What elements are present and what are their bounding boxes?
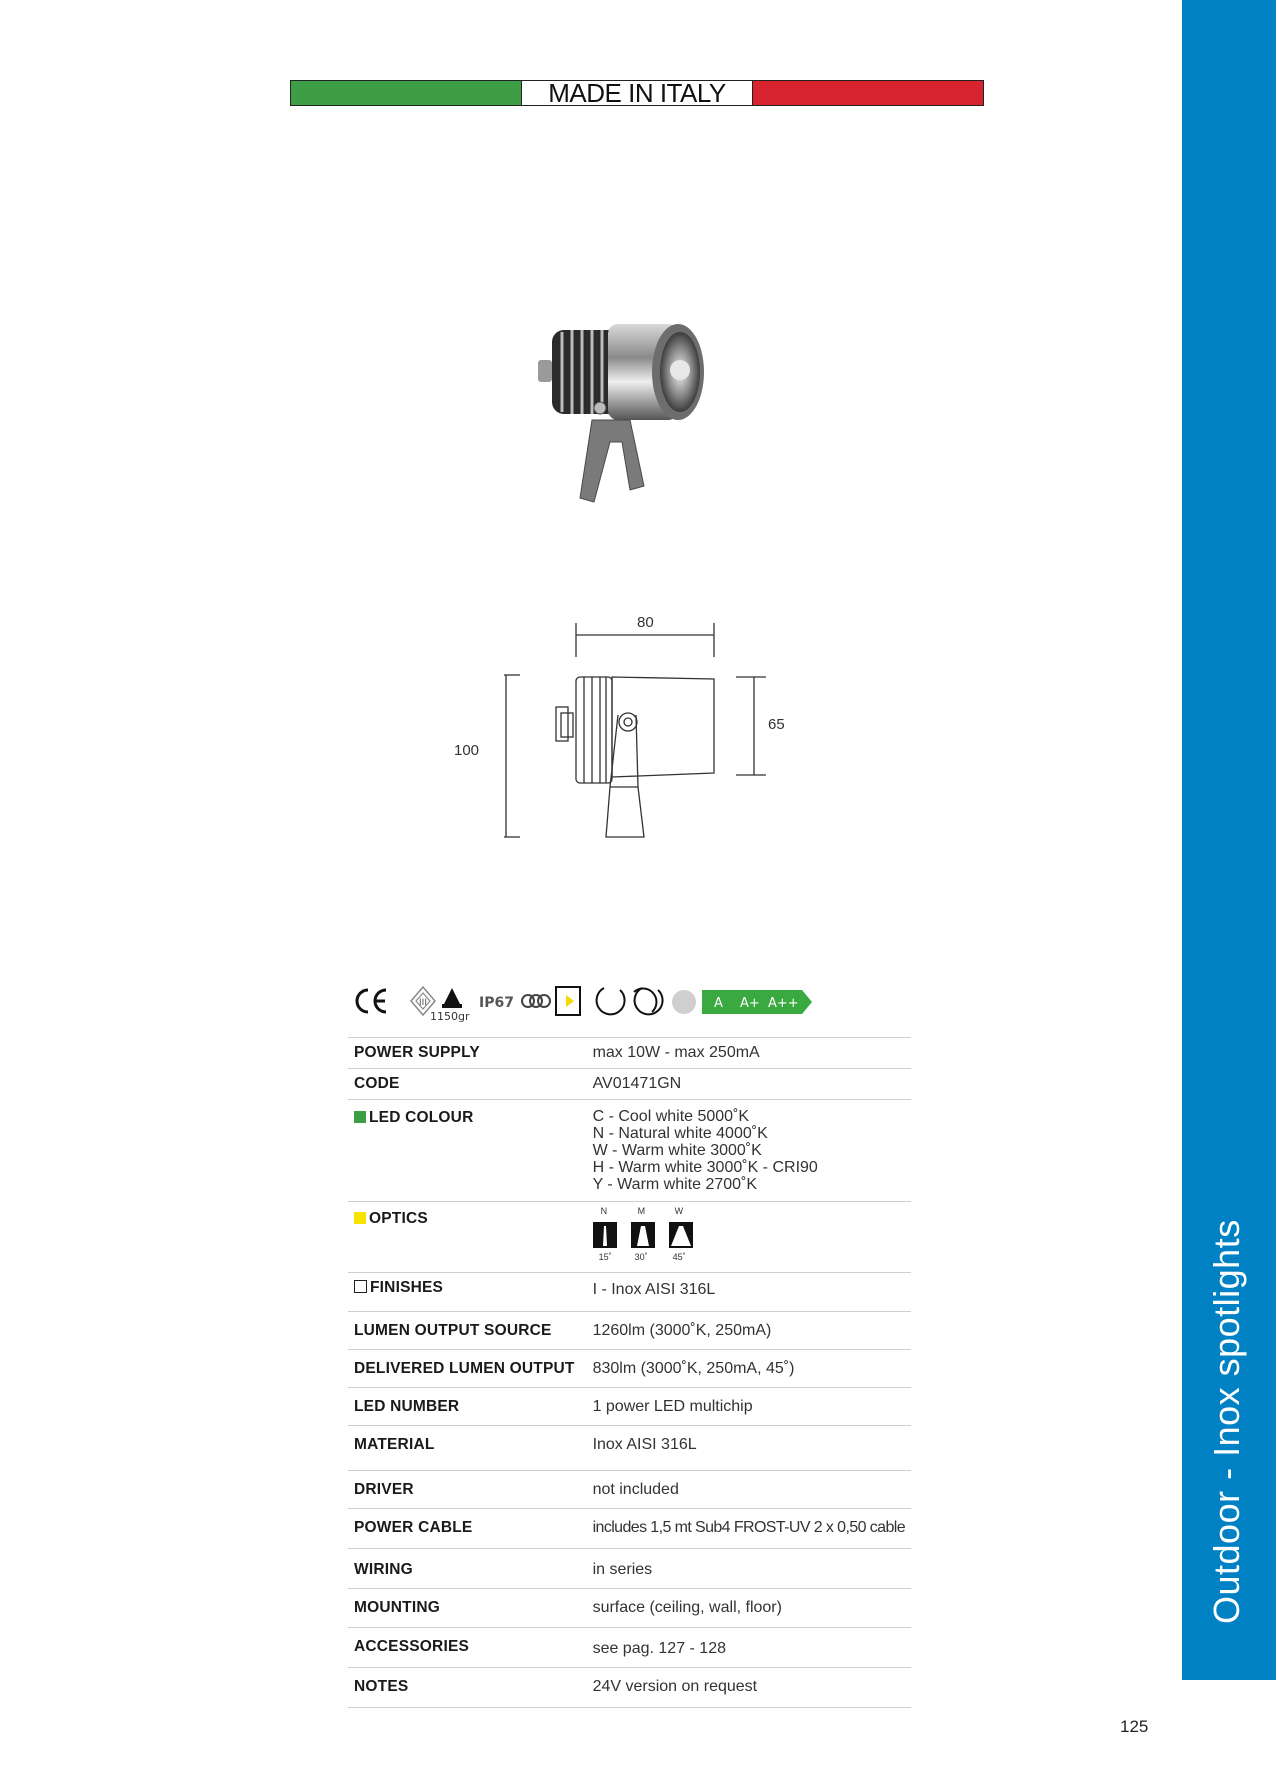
dimension-width: 80 — [637, 614, 654, 631]
spec-value: 830lm (3000˚K, 250mA, 45˚) — [587, 1350, 911, 1388]
spec-label: POWER CABLE — [348, 1509, 587, 1549]
category-sidebar — [1182, 0, 1276, 1680]
green-swatch-icon — [354, 1111, 366, 1123]
spec-value: C - Cool white 5000˚K N - Natural white 4000˚K W - Warm white 3000˚K H - Warm white 3000˚K - CRI90 Y - Warm white 2700˚K — [587, 1100, 911, 1202]
finish-box-icon — [354, 1280, 367, 1293]
spec-value — [587, 1202, 911, 1273]
product-image — [530, 310, 730, 510]
spec-label: DELIVERED LUMEN OUTPUT — [348, 1350, 587, 1388]
optics-icons: N M W 15˚ 30˚ 45˚ — [593, 1208, 905, 1266]
spec-label: LED NUMBER — [348, 1388, 587, 1426]
flag-green-band — [291, 81, 522, 105]
energy-class-icon — [702, 990, 812, 1014]
svg-text:A++: A++ — [768, 996, 799, 1011]
medium-beam-icon — [631, 1222, 655, 1248]
ip67-icon: IP67 — [479, 995, 514, 1011]
spec-value: surface (ceiling, wall, floor) — [587, 1589, 911, 1628]
svg-text:III: III — [419, 998, 427, 1008]
spec-label: CODE — [348, 1069, 587, 1100]
spec-row-power-supply — [348, 1038, 911, 1069]
spec-value: 1 power LED multichip — [587, 1388, 911, 1426]
spec-label: MOUNTING — [348, 1589, 587, 1628]
svg-text:1150gr: 1150gr — [430, 1010, 470, 1022]
spec-value: AV01471GN — [587, 1069, 911, 1100]
spec-label: MATERIAL — [348, 1426, 587, 1471]
spec-label: OPTICS — [348, 1202, 587, 1273]
spec-row-mounting — [348, 1589, 911, 1628]
spec-row-code — [348, 1069, 911, 1100]
wide-beam-icon — [669, 1222, 693, 1248]
spec-value: max 10W - max 250mA — [587, 1038, 911, 1069]
spec-row-lumen-source — [348, 1312, 911, 1350]
spec-row-led-colour — [348, 1100, 911, 1202]
ce-mark-icon — [357, 990, 386, 1012]
spec-row-driver — [348, 1471, 911, 1509]
spec-label: LUMEN OUTPUT SOURCE — [348, 1312, 587, 1350]
page-number: 125 — [1120, 1717, 1149, 1736]
spec-row-finishes — [348, 1273, 911, 1312]
spec-row-wiring — [348, 1549, 911, 1589]
spec-value: 1260lm (3000˚K, 250mA) — [587, 1312, 911, 1350]
weight-icon — [430, 988, 470, 1022]
dimension-height: 100 — [454, 742, 480, 759]
spec-label: ACCESSORIES — [348, 1628, 587, 1668]
rings-icon — [522, 995, 550, 1007]
specs-table — [348, 1037, 911, 1708]
spec-label: NOTES — [348, 1668, 587, 1708]
certification-icons — [352, 982, 822, 1022]
yellow-swatch-icon — [354, 1212, 366, 1224]
category-title: Outdoor - Inox spotlights — [1206, 1219, 1247, 1624]
spec-label: POWER SUPPLY — [348, 1038, 587, 1069]
banner-text: MADE IN ITALY — [522, 81, 752, 105]
spec-label: FINISHES — [348, 1273, 587, 1312]
spec-value: I - Inox AISI 316L — [587, 1273, 911, 1312]
spec-row-delivered-lumen — [348, 1350, 911, 1388]
spec-value: in series — [587, 1549, 911, 1589]
spec-label: LED COLOUR — [348, 1100, 587, 1202]
made-in-italy-banner — [290, 80, 984, 106]
rotation-icon — [597, 988, 663, 1014]
spec-value: includes 1,5 mt Sub4 FROST-UV 2 x 0,50 cable — [587, 1509, 911, 1549]
spec-value: not included — [587, 1471, 911, 1509]
spec-value: Inox AISI 316L — [587, 1426, 911, 1471]
svg-text:A: A — [714, 996, 723, 1011]
recycle-icon — [672, 990, 696, 1014]
spec-label: WIRING — [348, 1549, 587, 1589]
spec-row-notes — [348, 1668, 911, 1708]
spec-label: DRIVER — [348, 1471, 587, 1509]
technical-drawing — [440, 605, 820, 845]
spec-row-led-number — [348, 1388, 911, 1426]
narrow-beam-icon — [593, 1222, 617, 1248]
dimension-head: 65 — [768, 716, 785, 733]
svg-text:A+: A+ — [740, 996, 760, 1011]
flag-red-band — [752, 81, 983, 105]
spec-row-accessories — [348, 1628, 911, 1668]
spec-row-optics — [348, 1202, 911, 1273]
spec-value: 24V version on request — [587, 1668, 911, 1708]
spec-row-power-cable — [348, 1509, 911, 1549]
spot-direction-icon — [556, 987, 580, 1015]
spec-row-material — [348, 1426, 911, 1471]
spec-value: see pag. 127 - 128 — [587, 1628, 911, 1668]
